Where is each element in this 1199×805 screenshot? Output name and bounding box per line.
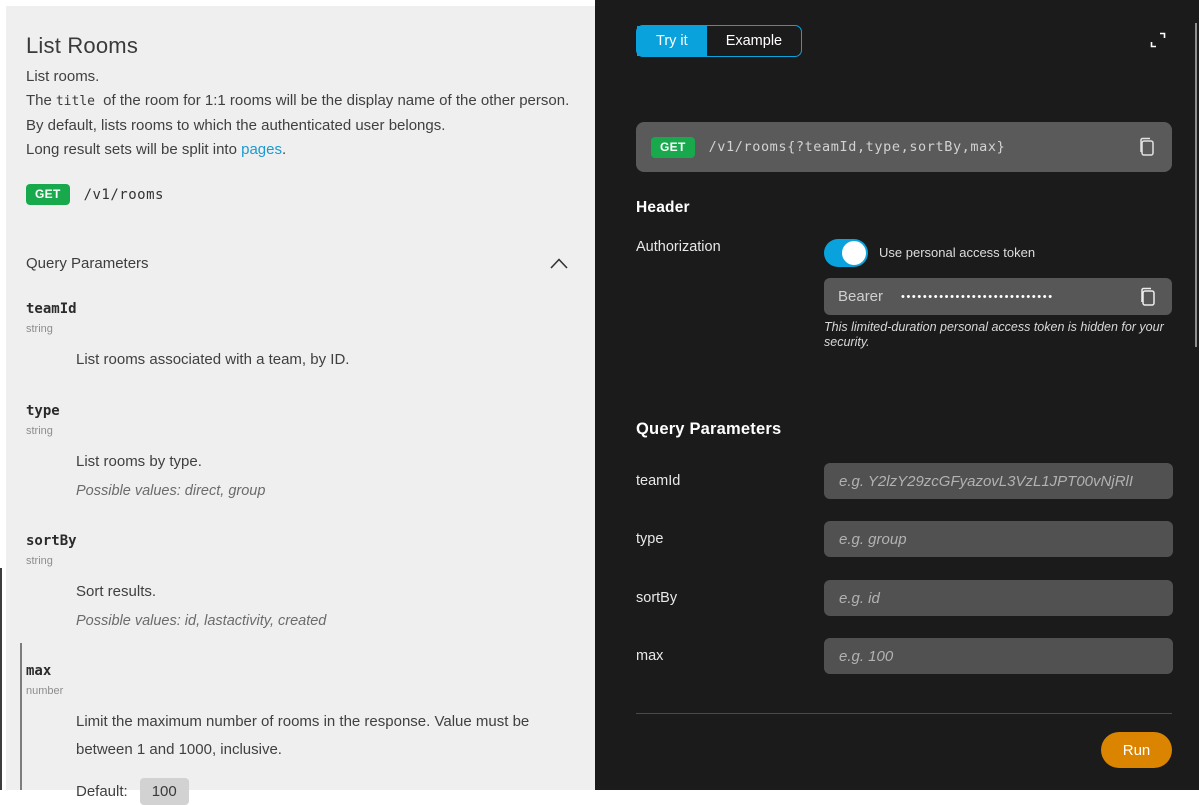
request-url: /v1/rooms{?teamId,type,sortBy,max} [708,139,1006,155]
documentation-surface [6,6,595,800]
page-title: List Rooms [26,33,139,58]
param-type: string [26,323,53,335]
description-line-3: By default, lists rooms to which the authenticated user belongs. [26,117,446,134]
toggle-label: Use personal access token [879,245,1036,260]
inner-edge-rule [20,643,22,790]
copy-url-button[interactable] [1137,136,1157,158]
header-section-title: Header [636,199,690,216]
scrollbar-thumb[interactable] [1195,23,1197,347]
request-url-bar [636,122,1172,172]
param-max [26,663,567,805]
teamid-input[interactable] [824,463,1173,499]
query-parameters-section-header [26,255,569,272]
param-name: type [26,403,60,419]
field-label-sortby: sortBy [636,590,678,606]
field-label-max: max [636,648,664,664]
param-default-row [76,778,538,805]
param-description: Sort results. [76,583,157,600]
pages-link[interactable]: pages [241,141,282,158]
run-button[interactable]: Run [1101,732,1172,768]
param-name: sortBy [26,533,77,549]
param-type: string [26,555,53,567]
default-label: Default: [76,783,128,800]
inline-code-title: title [55,94,95,109]
copy-icon [1137,136,1157,158]
tab-try-it[interactable]: Try it [637,26,707,56]
param-name: teamId [26,301,77,317]
expand-icon [1148,30,1168,50]
documentation-panel [0,0,595,800]
param-teamid [26,301,567,374]
description-line-1: List rooms. [26,68,100,85]
try-it-panel [595,0,1199,790]
tryit-tab-group [636,25,802,57]
param-description: List rooms associated with a team, by ID. [76,351,350,368]
footer-divider [636,713,1172,714]
param-sortby [26,533,567,629]
param-type: number [26,685,64,697]
authorization-label: Authorization [636,239,721,255]
query-parameters-title: Query Parameters [26,255,149,272]
chevron-up-icon [550,258,568,269]
param-possible-values: Possible values: id, lastactivity, created [76,613,327,629]
type-input[interactable] [824,521,1173,557]
collapse-section-button[interactable] [549,256,569,272]
query-parameters-section-title: Query Parameters [636,420,782,438]
max-input[interactable] [824,638,1173,674]
description-line-2: The title of the room for 1:1 rooms will be the display name of the other person. [26,92,570,109]
param-name: max [26,663,52,679]
default-value-chip: 100 [140,778,189,805]
param-description: Limit the maximum number of rooms in the response. Value must be between 1 and 1000, inclusive. [76,713,530,758]
param-possible-values: Possible values: direct, group [76,483,266,499]
copy-token-button[interactable] [1138,286,1158,308]
personal-access-token-toggle[interactable] [824,239,868,267]
description-line-4: Long result sets will be split into pages. [26,141,287,158]
expand-panel-button[interactable] [1148,30,1168,50]
bearer-token-field[interactable] [824,278,1172,315]
bearer-label: Bearer [838,288,884,305]
copy-icon [1138,286,1158,308]
field-label-type: type [636,531,664,547]
param-description: List rooms by type. [76,453,202,470]
param-type-block [26,403,567,499]
endpoint-path: /v1/rooms [83,186,164,203]
get-method-badge: GET [26,184,70,205]
masked-token-value: •••••••••••••••••••••••••••• [901,290,1054,303]
param-type: string [26,425,53,437]
token-security-note: This limited-duration personal access token is hidden for your security. [824,320,1164,349]
sortby-input[interactable] [824,580,1173,616]
tab-example[interactable]: Example [725,33,783,49]
field-label-teamid: teamId [636,473,681,489]
toggle-knob [842,241,866,265]
get-method-badge: GET [651,137,695,158]
left-edge-rule [0,568,2,790]
endpoint-method-row [26,184,164,205]
endpoint-description [26,65,591,162]
